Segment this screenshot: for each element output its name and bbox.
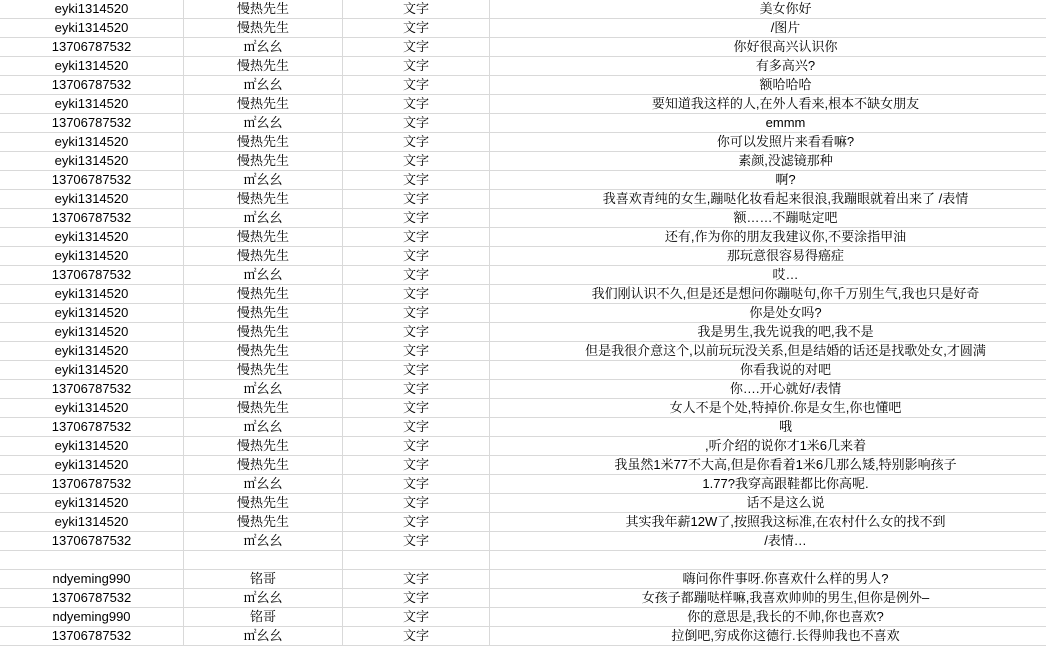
cell-nickname: 慢热先生 bbox=[184, 57, 343, 76]
cell-nickname: 慢热先生 bbox=[184, 399, 343, 418]
cell-nickname: 慢热先生 bbox=[184, 513, 343, 532]
cell-message: 其实我年薪12W了,按照我这标准,在农村什么女的找不到 bbox=[490, 513, 1046, 532]
cell-account: 13706787532 bbox=[0, 589, 184, 608]
cell-type: 文字 bbox=[343, 513, 490, 532]
cell-account: eyki1314520 bbox=[0, 456, 184, 475]
cell-nickname: ㎡幺幺 bbox=[184, 475, 343, 494]
cell-account: 13706787532 bbox=[0, 266, 184, 285]
cell-nickname: 慢热先生 bbox=[184, 304, 343, 323]
cell-message: 额……不蹦哒定吧 bbox=[490, 209, 1046, 228]
cell-type: 文字 bbox=[343, 266, 490, 285]
cell-type: 文字 bbox=[343, 152, 490, 171]
table-row bbox=[0, 209, 1046, 228]
cell-message: emmm bbox=[490, 114, 1046, 133]
cell-type: 文字 bbox=[343, 19, 490, 38]
cell-message: /表情… bbox=[490, 532, 1046, 551]
cell-account: 13706787532 bbox=[0, 418, 184, 437]
cell-nickname: ㎡幺幺 bbox=[184, 589, 343, 608]
table-row bbox=[0, 57, 1046, 76]
cell-account: eyki1314520 bbox=[0, 285, 184, 304]
cell-account: eyki1314520 bbox=[0, 399, 184, 418]
cell-nickname: ㎡幺幺 bbox=[184, 380, 343, 399]
cell-message: 嗨问你件事呀.你喜欢什么样的男人? bbox=[490, 570, 1046, 589]
table-row bbox=[0, 133, 1046, 152]
table-row bbox=[0, 171, 1046, 190]
cell-nickname bbox=[184, 551, 343, 570]
cell-nickname: 慢热先生 bbox=[184, 152, 343, 171]
cell-nickname: 慢热先生 bbox=[184, 19, 343, 38]
cell-type: 文字 bbox=[343, 399, 490, 418]
cell-nickname: 慢热先生 bbox=[184, 437, 343, 456]
table-row bbox=[0, 266, 1046, 285]
cell-nickname: ㎡幺幺 bbox=[184, 627, 343, 646]
cell-account: eyki1314520 bbox=[0, 190, 184, 209]
cell-account bbox=[0, 551, 184, 570]
cell-type bbox=[343, 551, 490, 570]
cell-type: 文字 bbox=[343, 304, 490, 323]
table-row bbox=[0, 475, 1046, 494]
table-row bbox=[0, 95, 1046, 114]
cell-account: 13706787532 bbox=[0, 209, 184, 228]
table-row bbox=[0, 418, 1046, 437]
table-row bbox=[0, 114, 1046, 133]
table-row bbox=[0, 627, 1046, 646]
table-row bbox=[0, 608, 1046, 627]
table-row bbox=[0, 342, 1046, 361]
cell-account: eyki1314520 bbox=[0, 342, 184, 361]
cell-account: 13706787532 bbox=[0, 627, 184, 646]
cell-nickname: 铭哥 bbox=[184, 570, 343, 589]
table-row bbox=[0, 361, 1046, 380]
cell-account: ndyeming990 bbox=[0, 608, 184, 627]
cell-type: 文字 bbox=[343, 342, 490, 361]
cell-account: ndyeming990 bbox=[0, 570, 184, 589]
cell-message: 话不是这么说 bbox=[490, 494, 1046, 513]
cell-message: 有多高兴? bbox=[490, 57, 1046, 76]
table-row bbox=[0, 19, 1046, 38]
cell-message: 你看我说的对吧 bbox=[490, 361, 1046, 380]
table-row bbox=[0, 38, 1046, 57]
cell-account: eyki1314520 bbox=[0, 437, 184, 456]
cell-message: 还有,作为你的朋友我建议你,不要涂指甲油 bbox=[490, 228, 1046, 247]
table-row bbox=[0, 152, 1046, 171]
cell-message: 你好很高兴认识你 bbox=[490, 38, 1046, 57]
cell-type: 文字 bbox=[343, 570, 490, 589]
cell-nickname: ㎡幺幺 bbox=[184, 171, 343, 190]
cell-nickname: ㎡幺幺 bbox=[184, 38, 343, 57]
cell-nickname: 慢热先生 bbox=[184, 342, 343, 361]
table-row bbox=[0, 323, 1046, 342]
cell-message: 女孩子都蹦哒样嘛,我喜欢帅帅的男生,但你是例外– bbox=[490, 589, 1046, 608]
table-row bbox=[0, 0, 1046, 19]
cell-message: 啊? bbox=[490, 171, 1046, 190]
cell-account: eyki1314520 bbox=[0, 513, 184, 532]
table-row bbox=[0, 570, 1046, 589]
cell-type: 文字 bbox=[343, 76, 490, 95]
cell-type: 文字 bbox=[343, 589, 490, 608]
cell-message: /图片 bbox=[490, 19, 1046, 38]
cell-message: 你是处女吗? bbox=[490, 304, 1046, 323]
cell-type: 文字 bbox=[343, 608, 490, 627]
cell-nickname: ㎡幺幺 bbox=[184, 532, 343, 551]
cell-account: eyki1314520 bbox=[0, 304, 184, 323]
cell-message: 额哈哈哈 bbox=[490, 76, 1046, 95]
table-row bbox=[0, 589, 1046, 608]
cell-type: 文字 bbox=[343, 114, 490, 133]
cell-type: 文字 bbox=[343, 285, 490, 304]
table-row bbox=[0, 380, 1046, 399]
cell-message: 要知道我这样的人,在外人看来,根本不缺女朋友 bbox=[490, 95, 1046, 114]
cell-nickname: 慢热先生 bbox=[184, 190, 343, 209]
cell-message: ,听介绍的说你才1米6几来着 bbox=[490, 437, 1046, 456]
table-row bbox=[0, 190, 1046, 209]
cell-account: eyki1314520 bbox=[0, 152, 184, 171]
cell-message: 哦 bbox=[490, 418, 1046, 437]
cell-type: 文字 bbox=[343, 133, 490, 152]
cell-message: 女人不是个处,特掉价.你是女生,你也懂吧 bbox=[490, 399, 1046, 418]
cell-nickname: ㎡幺幺 bbox=[184, 418, 343, 437]
cell-account: 13706787532 bbox=[0, 114, 184, 133]
cell-type: 文字 bbox=[343, 190, 490, 209]
cell-message: 1.77?我穿高跟鞋都比你高呢. bbox=[490, 475, 1046, 494]
table-row bbox=[0, 437, 1046, 456]
cell-message: 素颜,没滤镜那种 bbox=[490, 152, 1046, 171]
cell-nickname: ㎡幺幺 bbox=[184, 76, 343, 95]
cell-account: 13706787532 bbox=[0, 76, 184, 95]
cell-type: 文字 bbox=[343, 418, 490, 437]
cell-message: 美女你好 bbox=[490, 0, 1046, 19]
cell-message: 拉倒吧,穷成你这德行.长得帅我也不喜欢 bbox=[490, 627, 1046, 646]
cell-type: 文字 bbox=[343, 361, 490, 380]
cell-type: 文字 bbox=[343, 57, 490, 76]
cell-type: 文字 bbox=[343, 380, 490, 399]
cell-message: 那玩意很容易得癌症 bbox=[490, 247, 1046, 266]
cell-message: 我是男生,我先说我的吧,我不是 bbox=[490, 323, 1046, 342]
cell-type: 文字 bbox=[343, 247, 490, 266]
table-row bbox=[0, 247, 1046, 266]
cell-type: 文字 bbox=[343, 95, 490, 114]
cell-nickname: 慢热先生 bbox=[184, 494, 343, 513]
cell-message: 我虽然1米77不大高,但是你看着1米6几那么矮,特别影响孩子 bbox=[490, 456, 1046, 475]
cell-nickname: 慢热先生 bbox=[184, 228, 343, 247]
table-row bbox=[0, 456, 1046, 475]
table-row bbox=[0, 76, 1046, 95]
cell-account: eyki1314520 bbox=[0, 0, 184, 19]
cell-nickname: 慢热先生 bbox=[184, 323, 343, 342]
cell-account: 13706787532 bbox=[0, 171, 184, 190]
cell-type: 文字 bbox=[343, 494, 490, 513]
cell-nickname: 慢热先生 bbox=[184, 247, 343, 266]
cell-type: 文字 bbox=[343, 437, 490, 456]
cell-account: eyki1314520 bbox=[0, 133, 184, 152]
cell-type: 文字 bbox=[343, 456, 490, 475]
table-row bbox=[0, 532, 1046, 551]
cell-nickname: 慢热先生 bbox=[184, 361, 343, 380]
cell-nickname: 慢热先生 bbox=[184, 0, 343, 19]
cell-nickname: 铭哥 bbox=[184, 608, 343, 627]
cell-type: 文字 bbox=[343, 228, 490, 247]
cell-nickname: ㎡幺幺 bbox=[184, 114, 343, 133]
cell-message: 哎… bbox=[490, 266, 1046, 285]
cell-nickname: ㎡幺幺 bbox=[184, 266, 343, 285]
cell-account: eyki1314520 bbox=[0, 361, 184, 380]
cell-nickname: 慢热先生 bbox=[184, 133, 343, 152]
cell-account: eyki1314520 bbox=[0, 494, 184, 513]
table-row bbox=[0, 494, 1046, 513]
cell-type: 文字 bbox=[343, 38, 490, 57]
table-row bbox=[0, 228, 1046, 247]
cell-account: eyki1314520 bbox=[0, 323, 184, 342]
cell-nickname: ㎡幺幺 bbox=[184, 209, 343, 228]
cell-message: 我们刚认识不久,但是还是想问你蹦哒句,你千万别生气,我也只是好奇 bbox=[490, 285, 1046, 304]
cell-type: 文字 bbox=[343, 627, 490, 646]
cell-account: eyki1314520 bbox=[0, 19, 184, 38]
cell-nickname: 慢热先生 bbox=[184, 95, 343, 114]
cell-type: 文字 bbox=[343, 171, 490, 190]
cell-type: 文字 bbox=[343, 323, 490, 342]
cell-nickname: 慢热先生 bbox=[184, 456, 343, 475]
cell-account: 13706787532 bbox=[0, 380, 184, 399]
table-row bbox=[0, 399, 1046, 418]
cell-account: eyki1314520 bbox=[0, 95, 184, 114]
cell-message: 你可以发照片来看看嘛? bbox=[490, 133, 1046, 152]
table-row bbox=[0, 285, 1046, 304]
cell-message: 你的意思是,我长的不帅,你也喜欢? bbox=[490, 608, 1046, 627]
table-row-blank bbox=[0, 551, 1046, 570]
cell-type: 文字 bbox=[343, 0, 490, 19]
cell-account: 13706787532 bbox=[0, 475, 184, 494]
cell-message: 我喜欢青纯的女生,蹦哒化妆看起来很浪,我蹦眼就着出来了 /表情 bbox=[490, 190, 1046, 209]
cell-type: 文字 bbox=[343, 532, 490, 551]
cell-account: eyki1314520 bbox=[0, 57, 184, 76]
cell-message: 你….开心就好/表情 bbox=[490, 380, 1046, 399]
cell-message bbox=[490, 551, 1046, 570]
cell-type: 文字 bbox=[343, 475, 490, 494]
table-row bbox=[0, 513, 1046, 532]
cell-account: 13706787532 bbox=[0, 38, 184, 57]
cell-message: 但是我很介意这个,以前玩玩没关系,但是结婚的话还是找歌处女,才圆满 bbox=[490, 342, 1046, 361]
cell-nickname: 慢热先生 bbox=[184, 285, 343, 304]
table-row bbox=[0, 304, 1046, 323]
cell-type: 文字 bbox=[343, 209, 490, 228]
cell-account: 13706787532 bbox=[0, 532, 184, 551]
cell-account: eyki1314520 bbox=[0, 247, 184, 266]
cell-account: eyki1314520 bbox=[0, 228, 184, 247]
